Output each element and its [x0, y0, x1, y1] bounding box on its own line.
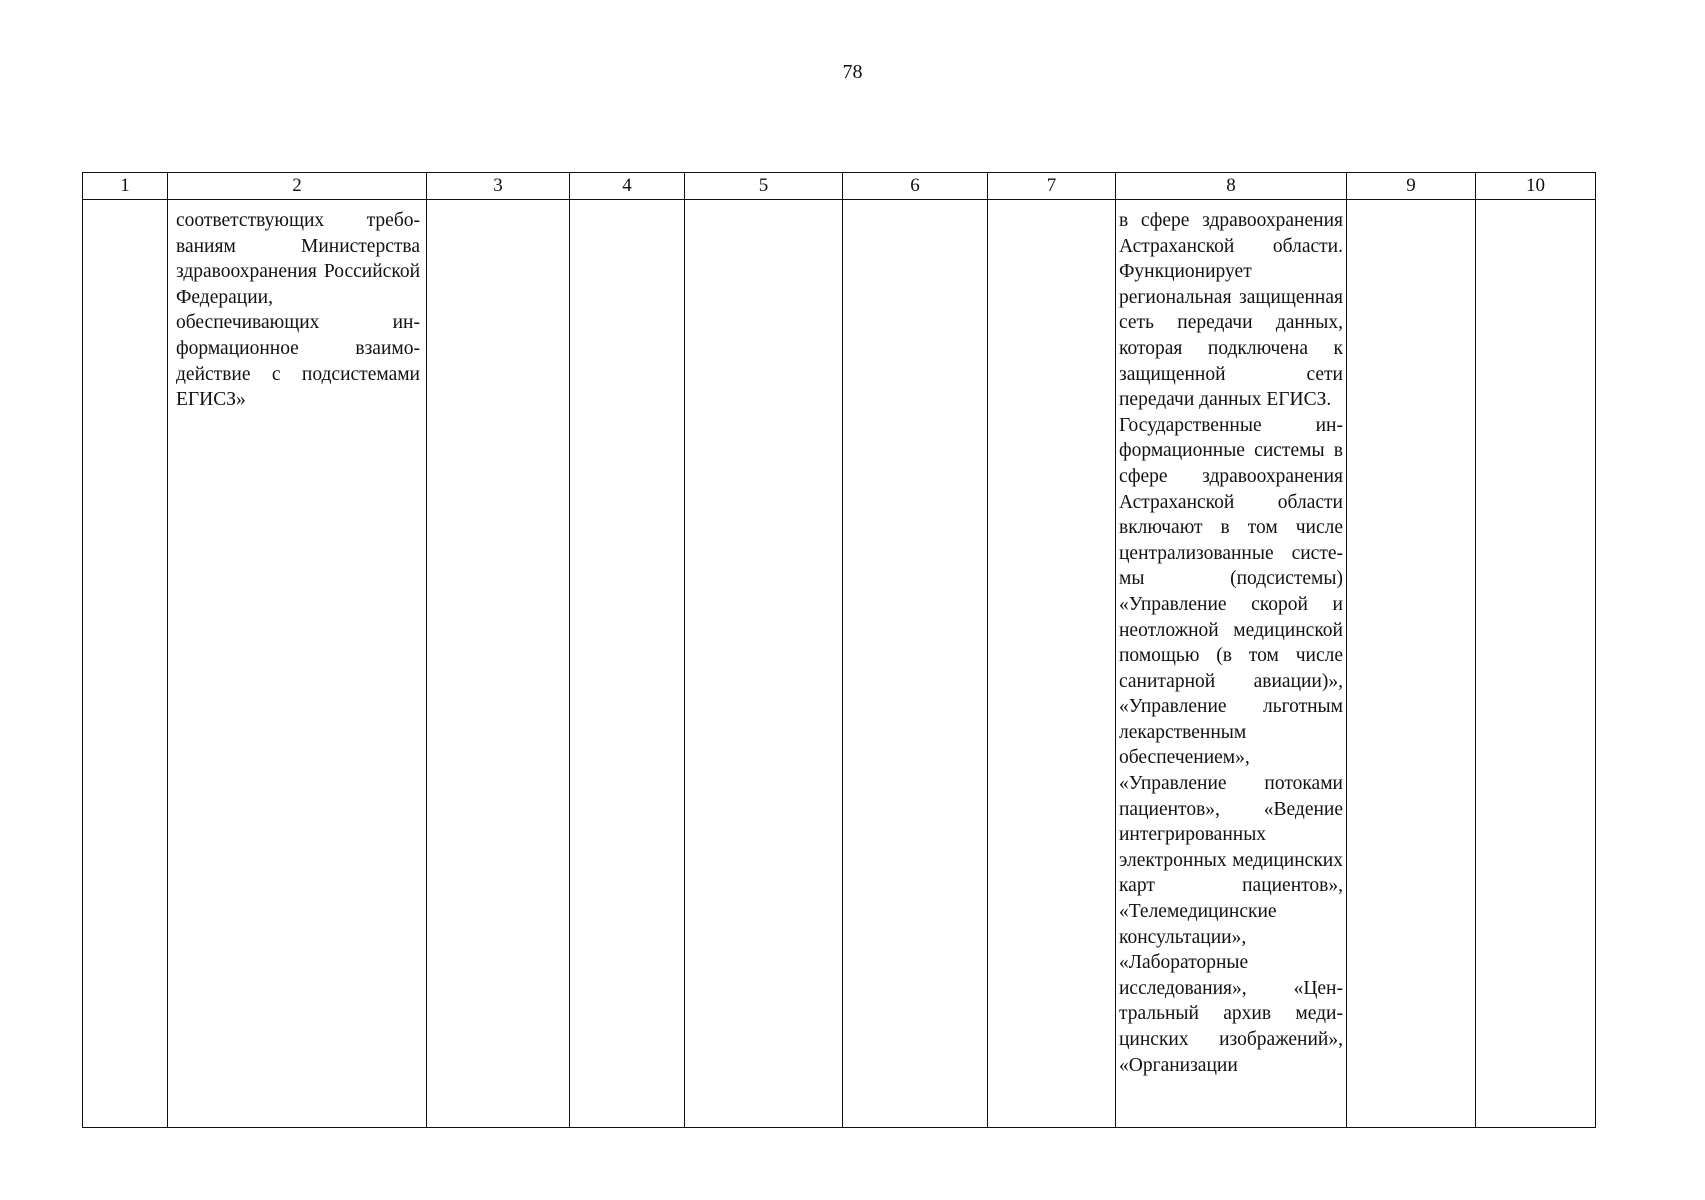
cell-col-7	[988, 200, 1116, 1128]
col-8-paragraph-1: в сфере здравоохранения Астраханской области. Функционирует региональная защищенная сеть передачи данных, которая подключена к защищенной сети передачи данных ЕГИСЗ.	[1119, 210, 1343, 411]
column-header-6: 6	[843, 173, 988, 200]
column-header-8: 8	[1116, 173, 1347, 200]
column-header-10: 10	[1476, 173, 1596, 200]
table-row	[83, 200, 1596, 1128]
column-header-4: 4	[570, 173, 685, 200]
col-8-paragraph-2: Государственные информационные системы в сфере здравоохранения Астраханской области включают в том числе централизованные системы (подсистемы) «Управление скорой и неотложной медицинской помощью (в том числе санитарной авиации)», «Управление льготным лекарственным обеспечением», «Управление потоками пациентов», «Ведение интегрированных электронных медицинских карт пациентов», «Телемедицинские консультации», «Лабораторные исследования», «Центральный архив медицинских изображений», «Организации	[1119, 414, 1343, 1076]
column-header-2: 2	[168, 173, 427, 200]
table-header	[83, 173, 1596, 200]
cell-text-col-2: соответствующих требованиям Министерства здравоохранения Российской Федерации, обеспечивающих информационное взаимодействие с подсистемами ЕГИСЗ»	[176, 210, 420, 411]
page-number: 78	[842, 61, 863, 83]
cell-col-9	[1347, 200, 1476, 1128]
cell-col-8	[1116, 200, 1347, 1128]
column-header-5: 5	[685, 173, 843, 200]
cell-col-3	[427, 200, 570, 1128]
column-header-7: 7	[988, 173, 1116, 200]
cell-col-10	[1476, 200, 1596, 1128]
cell-col-6	[843, 200, 988, 1128]
document-table	[82, 172, 1596, 1128]
cell-col-2	[168, 200, 427, 1128]
cell-col-4	[570, 200, 685, 1128]
cell-col-5	[685, 200, 843, 1128]
column-header-9: 9	[1347, 173, 1476, 200]
cell-text-col-8	[1116, 200, 1346, 1078]
column-header-1: 1	[83, 173, 168, 200]
column-header-3: 3	[427, 173, 570, 200]
header-row	[83, 173, 1596, 200]
cell-col-1	[83, 200, 168, 1128]
